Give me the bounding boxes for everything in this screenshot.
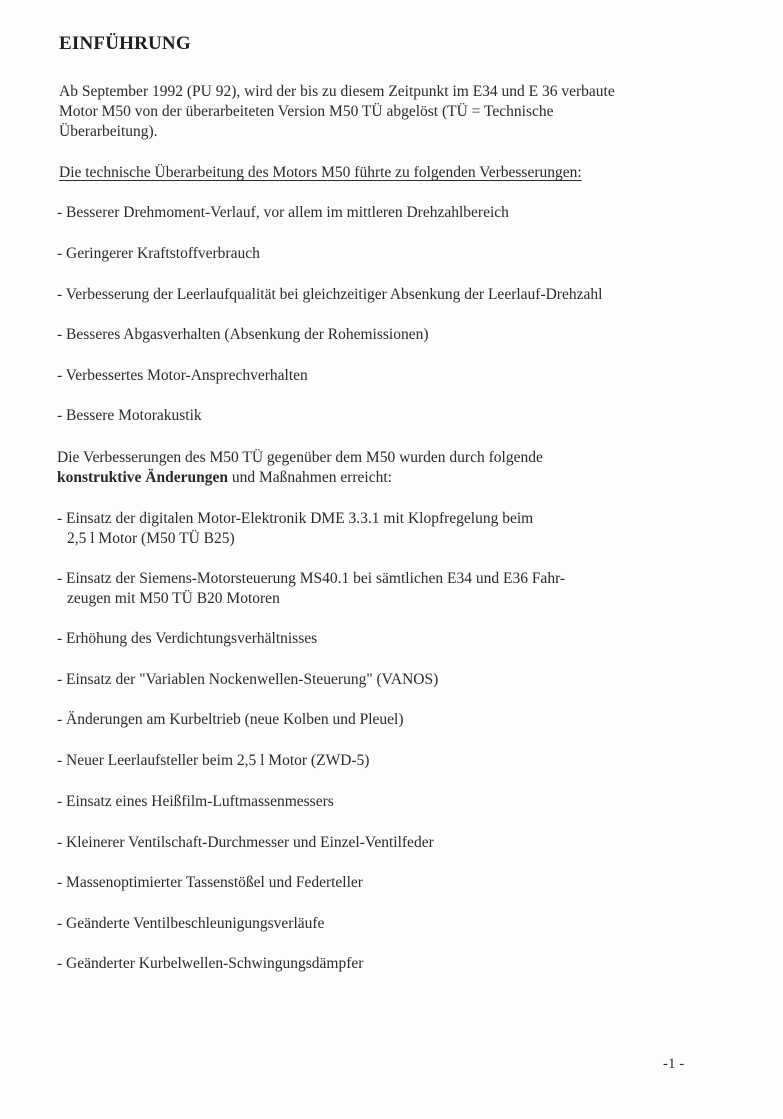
improvement-item: - Verbesserung der Leerlaufqualität bei gleichzeitiger Absenkung der Leerlauf-Drehzahl	[57, 286, 603, 303]
improvement-item: - Besseres Abgasverhalten (Absenkung der Rohemissionen)	[57, 326, 429, 343]
change-item: - Einsatz der "Variablen Nockenwellen-Steuerung" (VANOS)	[57, 671, 439, 688]
changes-intro-bold: konstruktive Änderungen	[57, 469, 228, 486]
intro-paragraph	[59, 82, 709, 142]
page-number: -1 -	[663, 1056, 685, 1072]
intro-line-1: Ab September 1992 (PU 92), wird der bis zu diesem Zeitpunkt im E34 und E 36 verbaute	[59, 83, 615, 100]
change-item-line: - Einsatz der Siemens-Motorsteuerung MS40.1 bei sämtlichen E34 und E36 Fahr-	[57, 570, 566, 587]
change-item-line: - Einsatz der digitalen Motor-Elektronik DME 3.3.1 mit Klopfregelung beim	[57, 510, 534, 527]
change-item	[57, 569, 717, 609]
change-item: - Geänderte Ventilbeschleunigungsverläufe	[57, 915, 325, 932]
intro-line-2: Motor M50 von der überarbeiteten Version M50 TÜ abgelöst (TÜ = Technische	[59, 103, 554, 120]
improvement-item: - Bessere Motorakustik	[57, 407, 202, 424]
changes-intro-line-1: Die Verbesserungen des M50 TÜ gegenüber dem M50 wurden durch folgende	[57, 449, 543, 466]
changes-intro-rest: und Maßnahmen erreicht:	[227, 469, 392, 486]
change-item: - Änderungen am Kurbeltrieb (neue Kolben und Pleuel)	[57, 711, 404, 728]
changes-intro-line-2	[57, 468, 717, 488]
change-item: - Erhöhung des Verdichtungsverhältnisses	[57, 630, 318, 647]
change-item: - Massenoptimierter Tassenstößel und Federteller	[57, 874, 363, 891]
intro-line-3: Überarbeitung).	[59, 123, 158, 140]
changes-intro-paragraph	[57, 448, 717, 488]
improvements-heading: Die technische Überarbeitung des Motors M50 führte zu folgenden Verbesserungen:	[59, 164, 582, 181]
improvement-item: - Besserer Drehmoment-Verlauf, vor allem im mittleren Drehzahlbereich	[57, 204, 509, 221]
change-item: - Geänderter Kurbelwellen-Schwingungsdämpfer	[57, 955, 364, 972]
improvement-item: - Verbessertes Motor-Ansprechverhalten	[57, 367, 308, 384]
change-item-continuation: 2,5 l Motor (M50 TÜ B25)	[67, 530, 235, 547]
improvement-item: - Geringerer Kraftstoffverbrauch	[57, 245, 260, 262]
change-item: - Neuer Leerlaufsteller beim 2,5 l Motor (ZWD-5)	[57, 752, 370, 769]
change-item-continuation: zeugen mit M50 TÜ B20 Motoren	[67, 590, 280, 607]
page-title: EINFÜHRUNG	[59, 33, 191, 54]
change-item: - Kleinerer Ventilschaft-Durchmesser und Einzel-Ventilfeder	[57, 834, 434, 851]
change-item: - Einsatz eines Heißfilm-Luftmassenmessers	[57, 793, 334, 810]
change-item	[57, 509, 717, 549]
